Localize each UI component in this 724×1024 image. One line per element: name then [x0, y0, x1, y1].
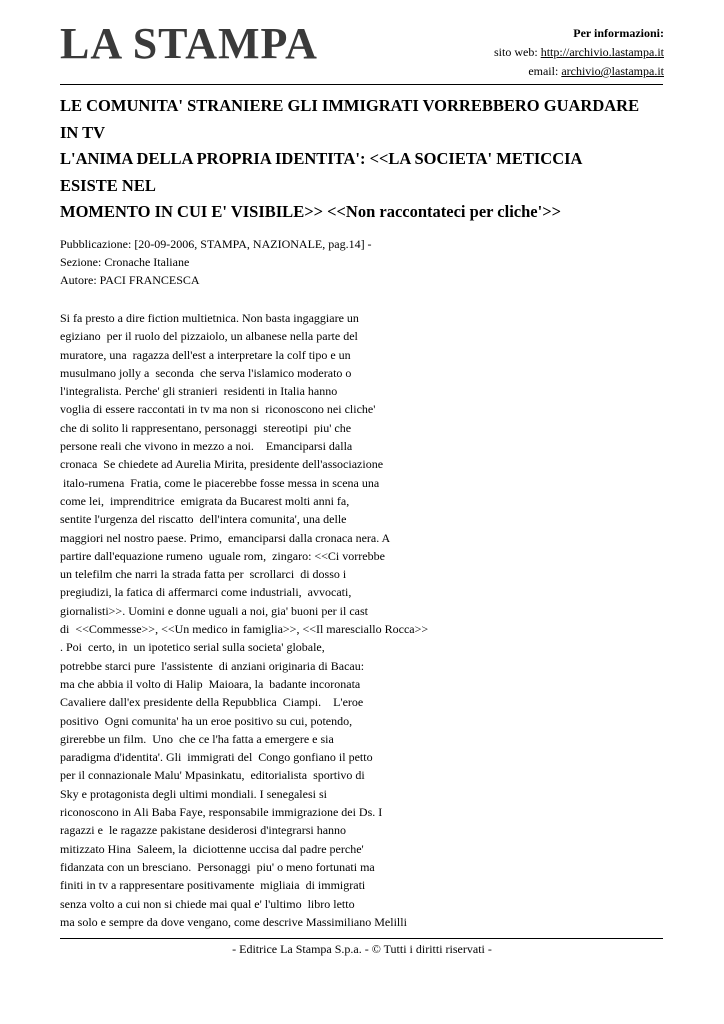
headline-line: MOMENTO IN CUI E' VISIBILE>> <<Non raccontateci per cliche'>>	[60, 202, 561, 221]
article-headline	[60, 93, 670, 226]
body-line: cronaca Se chiedete ad Aurelia Mirita, presidente dell'associazione	[60, 457, 384, 472]
body-line: Si fa presto a dire fiction multietnica. Non basta ingaggiare un	[60, 311, 359, 325]
body-line: italo-rumena Fratia, come le piacerebbe fosse messa in scena una	[60, 475, 380, 490]
body-line: paradigma d'identita'. Gli immigrati del Congo gonfiano il petto	[60, 750, 373, 765]
body-line: maggiori nel nostro paese. Primo, emanciparsi dalla cronaca nera. A	[60, 530, 391, 545]
body-line: potrebbe starci pure l'assistente di anziani originaria di Bacau:	[60, 658, 365, 673]
headline-line: LE COMUNITA' STRANIERE GLI IMMIGRATI VORREBBERO GUARDARE	[60, 96, 640, 115]
footer-divider	[60, 938, 663, 939]
contact-info	[494, 24, 664, 81]
body-line: di <<Commesse>>, <<Un medico in famiglia>>, <<Il maresciallo Rocca>>	[60, 622, 429, 637]
body-line: senza volto a cui non si chiede mai qual e' l'ultimo libro letto	[60, 896, 355, 911]
body-line: ma solo e sempre da dove vengano, come descrive Massimiliano Melilli	[60, 914, 407, 929]
body-line: partire dall'equazione rumeno uguale rom, zingaro: <<Ci vorrebbe	[60, 548, 385, 563]
body-line: per il connazionale Malu' Mpasinkatu, editorialista sportivo di	[60, 768, 365, 783]
body-line: musulmano jolly a seconda che serva l'islamico moderato o	[60, 365, 352, 380]
publication-info: Pubblicazione: [20-09-2006, STAMPA, NAZIONALE, pag.14] -	[60, 237, 372, 251]
body-line: girerebbe un film. Uno che ce l'ha fatta a emergere e sia	[60, 731, 334, 746]
body-line: finiti in tv a rappresentare positivamente migliaia di immigrati	[60, 878, 366, 893]
email-row	[494, 62, 664, 81]
body-line: persone reali che vivono in mezzo a noi. Emanciparsi dalla	[60, 439, 353, 454]
website-link[interactable]: http://archivio.lastampa.it	[540, 45, 664, 59]
body-line: riconoscono in Ali Baba Faye, responsabile immigrazione dei Ds. I	[60, 805, 383, 820]
body-line: Cavaliere dall'ex presidente della Repubblica Ciampi. L'eroe	[60, 695, 364, 710]
body-line: Sky e protagonista degli ultimi mondiali. I senegalesi si	[60, 786, 327, 801]
body-line: pregiudizi, la fatica di affermarci come industriali, avvocati,	[60, 585, 352, 600]
body-line: come lei, imprenditrice emigrata da Bucarest molti anni fa,	[60, 493, 350, 508]
body-line: fidanzata con un bresciano. Personaggi piu' o meno fortunati ma	[60, 859, 375, 874]
body-line: l'integralista. Perche' gli stranieri residenti in Italia hanno	[60, 384, 338, 399]
headline-line: L'ANIMA DELLA PROPRIA IDENTITA': <<LA SOCIETA' METICCIA	[60, 149, 583, 168]
copyright-footer: - Editrice La Stampa S.p.a. - © Tutti i diritti riservati -	[232, 942, 492, 956]
email-label: email:	[528, 64, 562, 78]
newspaper-logo: LA STAMPA	[60, 19, 318, 68]
headline-line: IN TV	[60, 122, 106, 142]
email-link[interactable]: archivio@lastampa.it	[561, 64, 664, 78]
body-line: egiziano per il ruolo del pizzaiolo, un albanese nella parte del	[60, 329, 358, 344]
body-line: voglia di essere raccontati in tv ma non si riconoscono nei cliche'	[60, 402, 376, 417]
body-line: giornalisti>>. Uomini e donne uguali a noi, gia' buoni per il cast	[60, 603, 368, 618]
body-line: . Poi certo, in un ipotetico serial sulla societa' globale,	[60, 640, 325, 655]
section-info: Sezione: Cronache Italiane	[60, 255, 190, 269]
body-line: ragazzi e le ragazze pakistane desiderosi d'integrarsi hanno	[60, 823, 347, 838]
body-line: positivo Ogni comunita' ha un eroe positivo su cui, potendo,	[60, 713, 353, 728]
website-label: sito web:	[494, 45, 541, 59]
website-row	[494, 43, 664, 62]
article-metadata	[60, 235, 372, 289]
body-line: muratore, una ragazza dell'est a interpretare la colf tipo e un	[60, 347, 351, 362]
header-divider	[60, 84, 663, 85]
body-line: un telefilm che narri la strada fatta per scrollarci di dosso i	[60, 567, 347, 582]
author-info: Autore: PACI FRANCESCA	[60, 273, 200, 287]
article-body	[60, 309, 670, 931]
body-line: sentite l'urgenza del riscatto dell'intera comunita', una delle	[60, 512, 347, 527]
body-line: mitizzato Hina Saleem, la diciottenne uccisa dal padre perche'	[60, 841, 364, 856]
body-line: ma che abbia il volto di Halip Maioara, la badante incoronata	[60, 676, 361, 691]
headline-line: ESISTE NEL	[60, 175, 156, 195]
info-title: Per informazioni:	[573, 26, 664, 40]
body-line: che di solito li rappresentano, personaggi stereotipi piu' che	[60, 420, 352, 435]
